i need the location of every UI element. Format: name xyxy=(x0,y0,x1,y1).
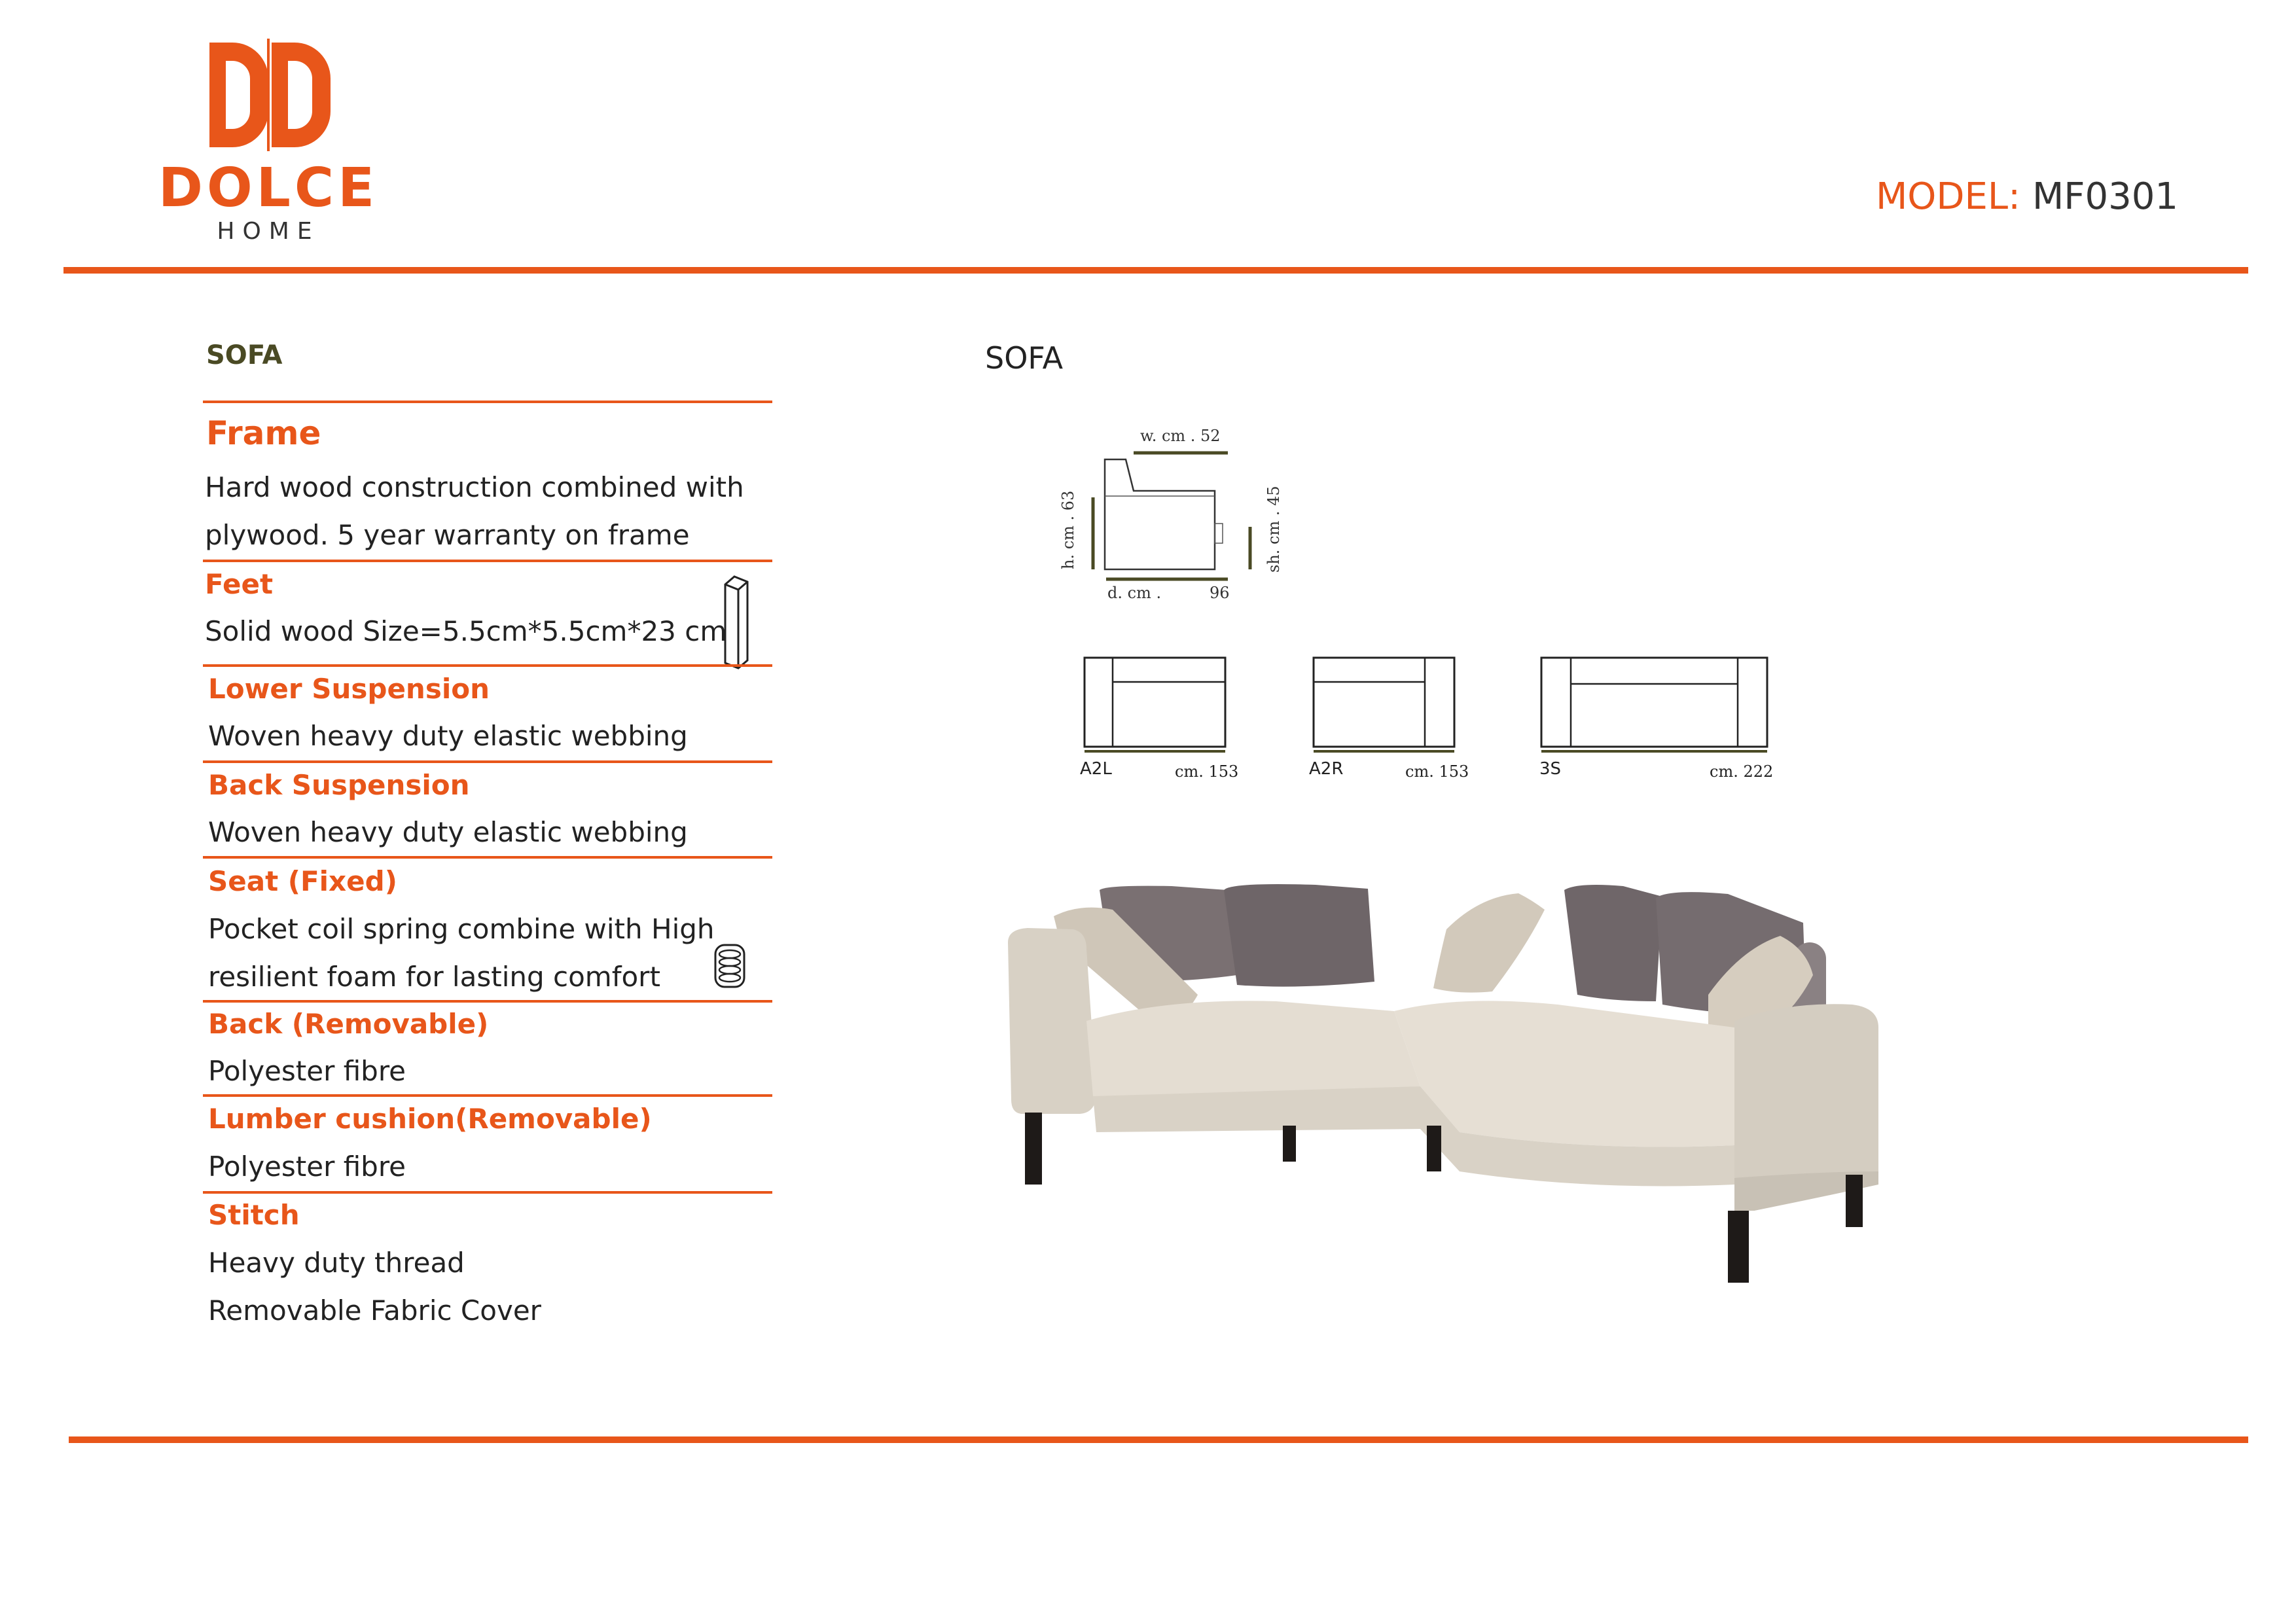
height-dimension: h. cm . 63 xyxy=(1059,490,1077,569)
spec-divider xyxy=(203,1094,772,1097)
model-label: MODEL: xyxy=(1875,175,2020,218)
module-code-a2l: A2L xyxy=(1080,759,1112,779)
spec-text-back: Polyester fibre xyxy=(208,1055,406,1087)
spec-heading-back-suspension: Back Suspension xyxy=(208,769,470,801)
spec-heading-back: Back (Removable) xyxy=(208,1008,489,1040)
brand-logo xyxy=(147,36,389,259)
spec-text-feet-1: Solid wood Size=5.5cm*5.5cm*23 cm xyxy=(205,615,727,647)
spec-text-lumber: Polyester fibre xyxy=(208,1150,406,1183)
depth-dimension-label: d. cm . xyxy=(1107,584,1162,602)
width-dimension: w. cm . 52 xyxy=(1140,427,1221,445)
model-value: MF0301 xyxy=(2032,175,2178,218)
sofa-product-photo xyxy=(1001,870,2009,1342)
coil-spring-icon xyxy=(712,942,747,990)
spec-text-stitch-1: Heavy duty thread xyxy=(208,1247,465,1279)
spec-heading-seat: Seat (Fixed) xyxy=(208,865,397,897)
spec-divider xyxy=(203,664,772,667)
module-code-3s: 3S xyxy=(1539,759,1562,779)
spec-heading-stitch: Stitch xyxy=(208,1199,300,1231)
module-size-a2l: cm. 153 xyxy=(1175,762,1239,781)
category-label: SOFA xyxy=(206,340,283,370)
spec-text-lower-suspension: Woven heavy duty elastic webbing xyxy=(208,720,688,752)
model-number xyxy=(1876,175,2178,218)
wood-leg-icon xyxy=(720,573,753,671)
header-divider xyxy=(63,267,2248,274)
spec-text-seat-1: Pocket coil spring combine with High xyxy=(208,913,715,945)
spec-heading-feet: Feet xyxy=(205,568,274,600)
spec-heading-frame: Frame xyxy=(206,414,321,452)
spec-heading-lumber: Lumber cushion(Removable) xyxy=(208,1103,652,1135)
spec-divider xyxy=(203,856,772,859)
spec-heading-lower-suspension: Lower Suspension xyxy=(208,673,490,705)
spec-divider xyxy=(203,560,772,562)
spec-text-back-suspension: Woven heavy duty elastic webbing xyxy=(208,816,688,848)
brand-subtitle: HOME xyxy=(217,218,320,245)
module-plan-a2l xyxy=(1085,658,1225,751)
module-size-3s: cm. 222 xyxy=(1710,762,1774,781)
footer-divider xyxy=(69,1436,2248,1443)
module-size-a2r: cm. 153 xyxy=(1405,762,1469,781)
depth-dimension-value: 96 xyxy=(1210,584,1230,602)
module-plan-a2r xyxy=(1314,658,1454,751)
spec-divider xyxy=(203,401,772,403)
seat-height-dimension: sh. cm . 45 xyxy=(1265,486,1283,573)
spec-text-seat-2: resilient foam for lasting comfort xyxy=(208,961,660,993)
brand-name: DOLCE xyxy=(158,157,379,219)
spec-text-frame-1: Hard wood construction combined with xyxy=(205,471,744,503)
spec-text-stitch-2: Removable Fabric Cover xyxy=(208,1294,541,1327)
module-plans xyxy=(1083,654,1777,759)
module-plan-3s xyxy=(1541,658,1767,751)
spec-divider xyxy=(203,1191,772,1194)
dd-monogram-icon xyxy=(147,36,389,154)
diagram-title: SOFA xyxy=(985,340,1064,376)
side-profile-diagram xyxy=(1060,419,1296,609)
module-code-a2r: A2R xyxy=(1309,759,1344,779)
spec-divider xyxy=(203,1000,772,1003)
spec-text-frame-2: plywood. 5 year warranty on frame xyxy=(205,519,690,551)
spec-divider xyxy=(203,760,772,763)
